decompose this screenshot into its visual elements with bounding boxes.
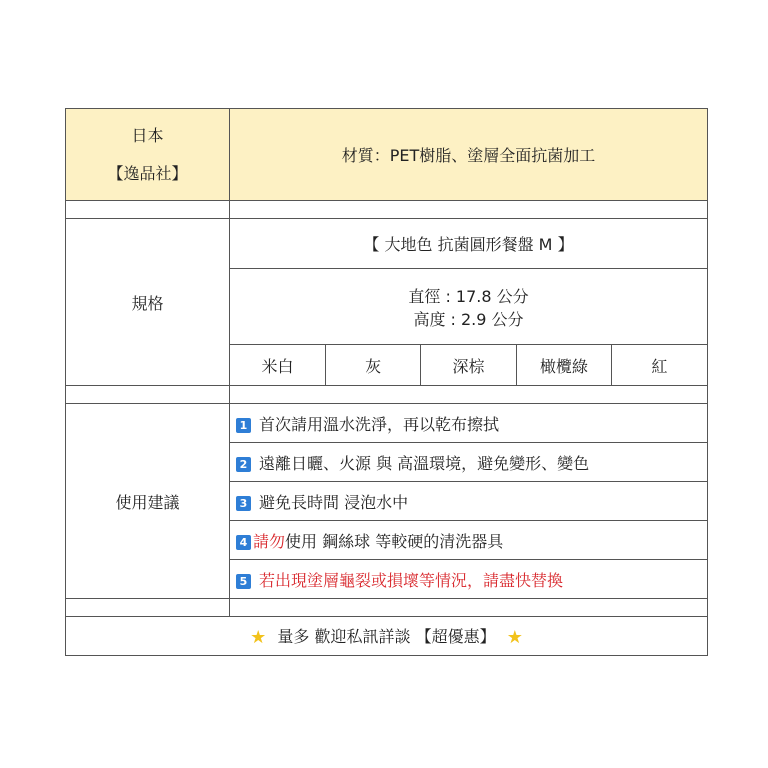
brand-name: 【逸品社】 — [107, 163, 188, 183]
tip-text: 避免長時間 浸泡水中 — [259, 492, 409, 512]
number-badge-icon: 3 — [236, 496, 251, 511]
material-cell — [230, 109, 708, 201]
material-text: 材質：PET樹脂、塗層全面抗菌加工 — [341, 146, 596, 165]
color-option: 橄欖綠 — [516, 345, 611, 385]
size-cell — [230, 269, 708, 345]
star-icon: ★ — [506, 627, 523, 648]
product-name: 【 大地色 抗菌圓形餐盤 M 】 — [230, 219, 708, 269]
tip-item — [230, 521, 708, 560]
brand-country: 日本 — [131, 125, 164, 145]
footer-text: 量多 歡迎私訊詳談 【超優惠】 — [277, 627, 496, 646]
spacer-row — [66, 599, 708, 617]
color-option: 米白 — [230, 345, 325, 385]
spacer-row — [66, 201, 708, 219]
product-info-table — [65, 108, 708, 656]
colors-cell — [230, 345, 708, 386]
color-option: 灰 — [325, 345, 420, 385]
tip-item — [230, 443, 708, 482]
footer-row — [66, 617, 708, 656]
tip-text: 使用 鋼絲球 等較硬的清洗器具 — [285, 531, 504, 551]
tip-item — [230, 404, 708, 443]
tip-item — [230, 560, 708, 599]
number-badge-icon: 5 — [236, 574, 251, 589]
footer-cell — [66, 617, 708, 656]
color-option: 深棕 — [421, 345, 516, 385]
spec-label: 規格 — [66, 219, 230, 386]
tip-text: 遠離日曬、火源 與 高溫環境，避免變形、變色 — [259, 453, 590, 473]
star-icon: ★ — [250, 627, 267, 648]
number-badge-icon: 1 — [236, 418, 251, 433]
color-options — [230, 345, 707, 385]
tip-text-warning: 若出現塗層龜裂或損壞等情況，請盡快替換 — [259, 570, 564, 590]
tip-warning-prefix: 請勿 — [253, 531, 286, 551]
tip-item — [230, 482, 708, 521]
number-badge-icon: 2 — [236, 457, 251, 472]
diameter-text: 直徑 : 17.8 公分 — [408, 286, 529, 306]
header-row — [66, 109, 708, 201]
product-info-sheet — [65, 108, 707, 666]
tip-row — [66, 404, 708, 443]
number-badge-icon: 4 — [236, 535, 251, 550]
brand-cell — [66, 109, 230, 201]
spacer-row — [66, 386, 708, 404]
tip-text: 首次請用溫水洗淨，再以乾布擦拭 — [259, 414, 500, 434]
height-text: 高度 : 2.9 公分 — [413, 309, 524, 329]
spec-name-row — [66, 219, 708, 269]
usage-label: 使用建議 — [66, 404, 230, 599]
color-option: 紅 — [651, 356, 668, 376]
